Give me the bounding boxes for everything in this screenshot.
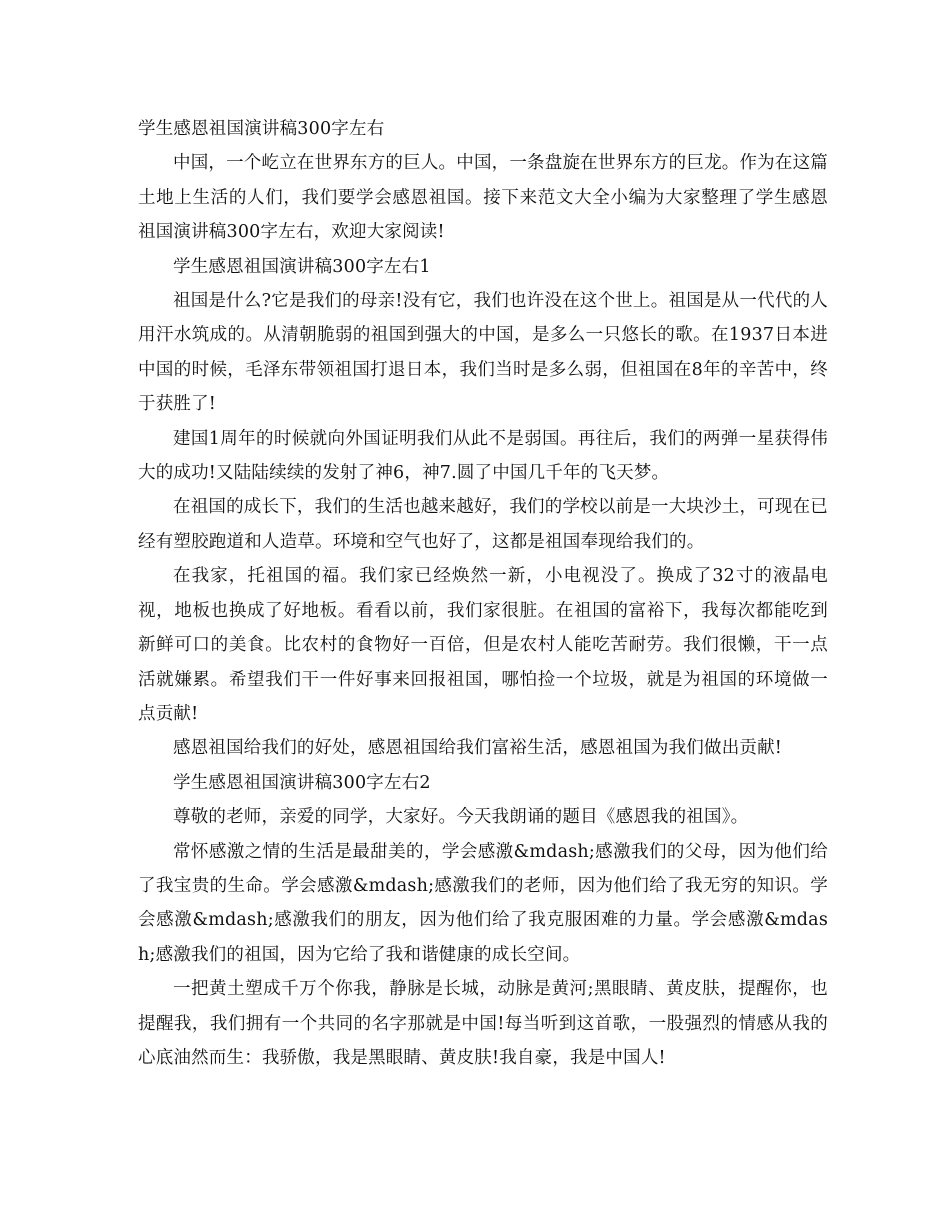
paragraph: 建国1周年的时候就向外国证明我们从此不是弱国。再往后，我们的两弹一星获得伟大的成功!又陆陆续续的发射了神6，神7.圆了中国几千年的飞天梦。 (138, 428, 828, 484)
paragraph-intro: 中国，一个屹立在世界东方的巨人。中国，一条盘旋在世界东方的巨龙。作为在这篇土地上生活的人们，我们要学会感恩祖国。接下来范文大全小编为大家整理了学生感恩祖国演讲稿300字左右，欢迎大家阅读! (138, 153, 828, 243)
paragraph: 感恩祖国给我们的好处，感恩祖国给我们富裕生活，感恩祖国为我们做出贡献! (173, 738, 783, 759)
paragraph: 一把黄土塑成千万个你我，静脉是长城，动脉是黄河;黑眼睛、黄皮肤，提醒你，也提醒我，我们拥有一个共同的名字那就是中国!每当听到这首歌，一股强烈的情感从我的心底油然而生：我骄傲，我是黑眼睛、黄皮肤!我自豪，我是中国人! (138, 979, 828, 1068)
document-body (138, 112, 828, 1075)
section-heading-2: 学生感恩祖国演讲稿300字左右2 (173, 772, 431, 793)
paragraph: 在我家，托祖国的福。我们家已经焕然一新，小电视没了。换成了32寸的液晶电视，地板也换成了好地板。看看以前，我们家很脏。在祖国的富裕下，我每次都能吃到新鲜可口的美食。比农村的食物好一百倍，但是农村人能吃苦耐劳。我们很懒，干一点活就嫌累。希望我们干一件好事来回报祖国，哪怕捡一个垃圾，就是为祖国的环境做一点贡献! (138, 566, 828, 724)
section-heading-1: 学生感恩祖国演讲稿300字左右1 (173, 256, 431, 277)
paragraph: 尊敬的老师，亲爱的同学，大家好。今天我朗诵的题目《感恩我的祖国》。 (173, 807, 749, 828)
paragraph: 常怀感激之情的生活是最甜美的，学会感激&mdash;感激我们的父母，因为他们给了我宝贵的生命。学会感激&mdash;感激我们的老师，因为他们给了我无穷的知识。学会感激&mdash;感激我们的朋友，因为他们给了我克服困难的力量。学会感激&mdash;感激我们的祖国，因为它给了我和谐健康的成长空间。 (138, 841, 828, 965)
paragraph: 在祖国的成长下，我们的生活也越来越好，我们的学校以前是一大块沙土，可现在已经有塑胶跑道和人造草。环境和空气也好了，这都是祖国奉现给我们的。 (138, 497, 828, 552)
paragraph: 祖国是什么?它是我们的母亲!没有它，我们也许没在这个世上。祖国是从一代代的人用汗水筑成的。从清朝脆弱的祖国到强大的中国，是多么一只悠长的歌。在1937日本进中国的时候，毛泽东带领祖国打退日本，我们当时是多么弱，但祖国在8年的辛苦中，终于获胜了! (138, 291, 828, 415)
document-title: 学生感恩祖国演讲稿300字左右 (138, 119, 385, 139)
